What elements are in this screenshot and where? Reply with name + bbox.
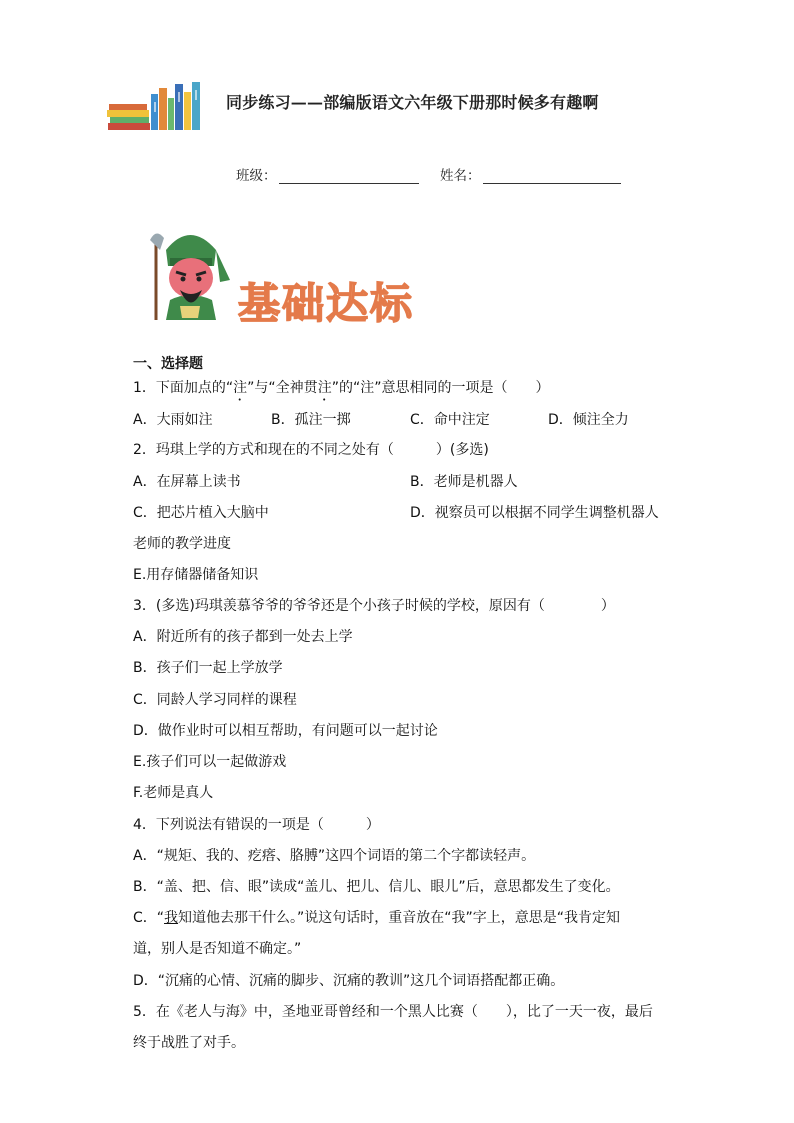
q4-option-c[interactable] bbox=[133, 909, 620, 927]
q1-option-d[interactable]: D．倾注全力 bbox=[548, 412, 629, 428]
dotted-char: 注 bbox=[317, 380, 332, 396]
q1-option-c[interactable]: C．命中注定 bbox=[410, 412, 490, 428]
mascot-illustration bbox=[140, 220, 240, 325]
books-icon bbox=[107, 80, 207, 132]
q3-option-f[interactable]: F.老师是真人 bbox=[133, 785, 214, 801]
q4-option-d[interactable]: D．“沉痛的心情、沉痛的脚步、沉痛的教训”这几个词语搭配都正确。 bbox=[133, 973, 565, 989]
dotted-char: 注 bbox=[233, 380, 248, 396]
q2-option-e[interactable]: E.用存储器储备知识 bbox=[133, 567, 259, 583]
document-title: 同步练习——部编版语文六年级下册那时候多有趣啊 bbox=[226, 93, 599, 112]
q1-option-b[interactable]: B．孤注一掷 bbox=[271, 412, 351, 428]
basic-level-banner bbox=[232, 270, 432, 332]
q4-option-b[interactable]: B．“盖、把、信、眼”读成“盖儿、把儿、信儿、眼儿”后，意思都发生了变化。 bbox=[133, 879, 620, 895]
question-2-stem: 2．玛琪上学的方式和现在的不同之处有（ ）(多选) bbox=[133, 442, 489, 458]
q1-option-a[interactable]: A．大雨如注 bbox=[133, 412, 213, 428]
class-blank[interactable] bbox=[279, 167, 419, 184]
q2-option-b[interactable]: B．老师是机器人 bbox=[410, 474, 518, 490]
question-1-stem bbox=[133, 379, 549, 404]
section-heading: 一、选择题 bbox=[133, 356, 203, 372]
q2-option-a[interactable]: A．在屏幕上读书 bbox=[133, 474, 241, 490]
stem-text: ”的“注”意思相同的一项是（ ） bbox=[331, 380, 550, 396]
banner-text: 基础达标 bbox=[238, 279, 415, 328]
q3-option-e[interactable]: E.孩子们可以一起做游戏 bbox=[133, 754, 287, 770]
name-field[interactable] bbox=[440, 164, 621, 184]
q3-option-c[interactable]: C．同龄人学习同样的课程 bbox=[133, 692, 297, 708]
stem-text: ”与“全神贯 bbox=[247, 380, 318, 396]
name-label: 姓名： bbox=[440, 168, 481, 184]
class-label: 班级： bbox=[236, 168, 277, 184]
q3-option-d[interactable]: D．做作业时可以相互帮助，有问题可以一起讨论 bbox=[133, 723, 438, 739]
q2-option-d[interactable]: D．视察员可以根据不同学生调整机器人 bbox=[410, 505, 659, 521]
q4-option-a[interactable]: A．“规矩、我的、疙瘩、胳膊”这四个词语的第二个字都读轻声。 bbox=[133, 848, 536, 864]
question-5-stem: 5．在《老人与海》中，圣地亚哥曾经和一个黑人比赛（ ），比了一天一夜，最后 bbox=[133, 1004, 653, 1020]
q2-option-d-continued: 老师的教学进度 bbox=[133, 536, 231, 552]
question-5-stem-continued: 终于战胜了对手。 bbox=[133, 1035, 245, 1051]
q4-option-c-continued: 道，别人是否知道不确定。” bbox=[133, 941, 302, 957]
question-4-stem: 4．下列说法有错误的一项是（ ） bbox=[133, 817, 380, 833]
question-3-stem: 3．(多选)玛琪羡慕爷爷的爷爷还是个小孩子时候的学校，原因有（ ） bbox=[133, 598, 615, 614]
name-blank[interactable] bbox=[483, 167, 621, 184]
q3-option-b[interactable]: B．孩子们一起上学放学 bbox=[133, 660, 283, 676]
class-field[interactable] bbox=[236, 164, 419, 184]
q2-option-c[interactable]: C．把芯片植入大脑中 bbox=[133, 505, 269, 521]
stem-text: 1．下面加点的“ bbox=[133, 380, 234, 396]
underlined-char: 我 bbox=[164, 910, 179, 926]
option-text: C．“ bbox=[133, 910, 165, 926]
option-text: 知道他去那干什么。”说这句话时，重音放在“我”字上，意思是“我肯定知 bbox=[178, 910, 621, 926]
q3-option-a[interactable]: A．附近所有的孩子都到一处去上学 bbox=[133, 629, 353, 645]
